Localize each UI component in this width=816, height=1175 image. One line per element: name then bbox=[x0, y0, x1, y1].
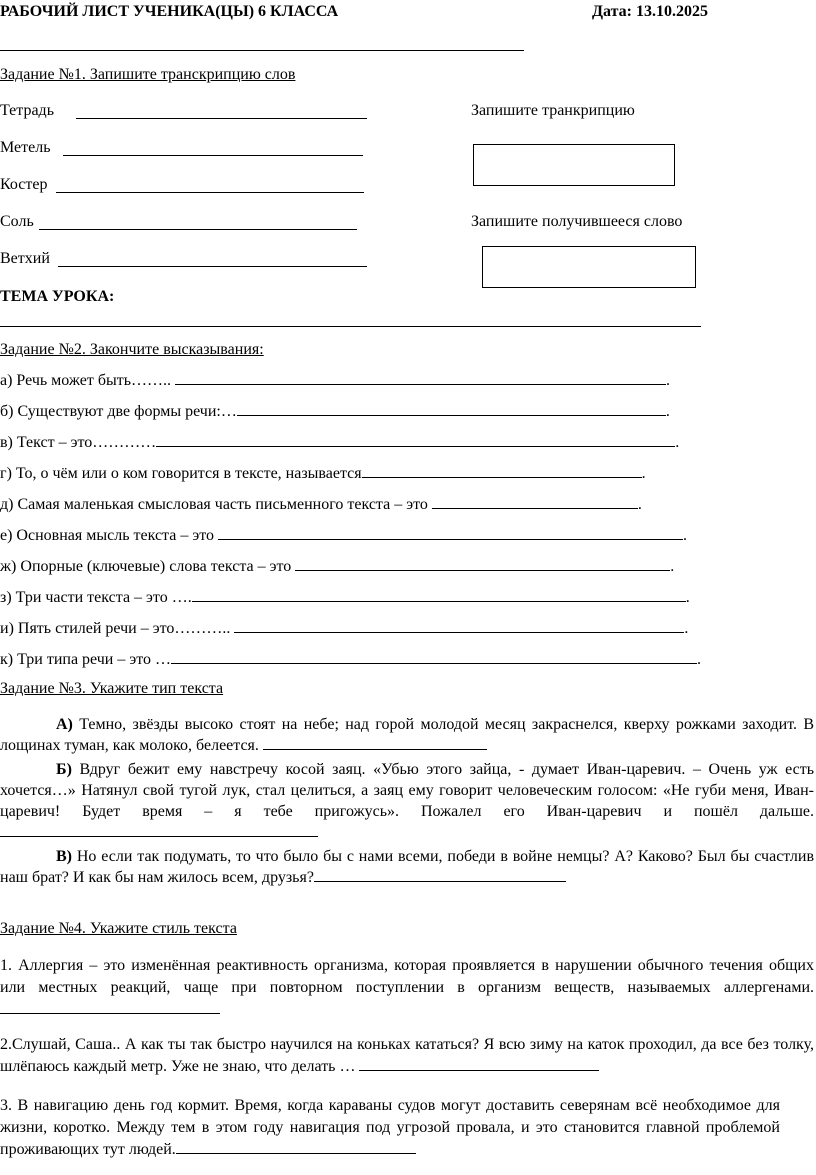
statement-item bbox=[0, 525, 687, 546]
word-answer-line[interactable] bbox=[76, 118, 367, 119]
name-line[interactable] bbox=[0, 50, 524, 51]
statement-text: а) Речь может быть…….. bbox=[0, 372, 176, 389]
end-period: . bbox=[641, 465, 646, 482]
passage-text: Вдруг бежит ему навстречу косой заяц. «Убью этого зайца, - думает Иван-царевич. – Очень уж есть хочется…» Натянул свой тугой лук, стал целиться, а заяц ему говорит человеческим голосом: «Не губи меня, Иван-царевич! Будет время – я тебе пригожусь». Пожалел его Иван-царевич и пошёл дальше. bbox=[0, 761, 814, 820]
style-passage-text: 3. В навигацию день год кормит. Время, когда караваны судов могут доставить северянам всё необходимое для жизни, коротко. Между тем в этом году навигация под угрозой провала, и это становится главной проблемой проживающих тут людей. bbox=[0, 1097, 780, 1158]
text-type-blank[interactable] bbox=[0, 822, 318, 837]
statement-blank[interactable] bbox=[156, 432, 675, 447]
text-passage bbox=[0, 846, 814, 888]
style-passage-text: 2.Слушай, Саша.. А как ты так быстро научился на коньках кататься? Я всю зиму на каток проходил, да все без толку, шлёпаюсь каждый метр. Уже не знаю, что делать … bbox=[0, 1036, 814, 1075]
end-period: . bbox=[697, 651, 702, 668]
statement-item bbox=[0, 649, 701, 670]
passage-label: Б) bbox=[56, 761, 72, 778]
statement-text: в) Текст – это………… bbox=[0, 434, 157, 451]
task3-title: Задание №3. Укажите тип текста bbox=[0, 680, 224, 697]
statement-blank[interactable] bbox=[218, 525, 683, 540]
statement-item bbox=[0, 401, 670, 422]
passage-label: В) bbox=[56, 848, 72, 865]
statement-text: к) Три типа речи – это … bbox=[0, 651, 172, 668]
lesson-topic-line[interactable] bbox=[0, 326, 701, 327]
end-period: . bbox=[675, 434, 680, 451]
word-label: Костер bbox=[0, 176, 48, 193]
end-period: . bbox=[670, 558, 675, 575]
statement-blank[interactable] bbox=[171, 649, 697, 664]
passage-text: Но если так подумать, то что было бы с нами всеми, победи в войне немцы? А? Каково? Был бы счастлив наш брат? И как бы нам жилось всем, друзья? bbox=[0, 848, 814, 886]
task1-title: Задание №1. Запишите транскрипцию слов bbox=[0, 66, 296, 83]
statement-item bbox=[0, 432, 679, 453]
end-period: . bbox=[666, 372, 671, 389]
resulting-word-prompt: Запишите получившееся слово bbox=[471, 213, 683, 230]
statement-item bbox=[0, 463, 646, 484]
word-answer-line[interactable] bbox=[39, 229, 357, 230]
end-period: . bbox=[683, 527, 687, 544]
word-answer-line[interactable] bbox=[63, 155, 363, 156]
text-style-blank[interactable] bbox=[359, 1056, 599, 1071]
text-passage bbox=[0, 759, 814, 843]
statement-blank[interactable] bbox=[432, 494, 638, 509]
statement-blank[interactable] bbox=[175, 370, 666, 385]
passage-label: А) bbox=[56, 716, 73, 733]
statement-item bbox=[0, 494, 642, 515]
statement-text: е) Основная мысль текста – это bbox=[0, 527, 218, 544]
task4-title: Задание №4. Укажите стиль текста bbox=[0, 920, 237, 937]
style-passage bbox=[0, 1095, 780, 1161]
style-passage bbox=[0, 955, 814, 1021]
word-label: Соль bbox=[0, 213, 34, 230]
word-label: Метель bbox=[0, 139, 51, 156]
style-passage bbox=[0, 1034, 814, 1078]
passage-text: Темно, звёзды высоко стоят на небе; над горой молодой месяц закраснелся, кверху рожками заходит. В лощинах туман, как молоко, белеется. bbox=[0, 716, 814, 754]
end-period: . bbox=[684, 620, 689, 637]
statement-text: ж) Опорные (ключевые) слова текста – это bbox=[0, 558, 296, 575]
transcription-prompt: Запишите транкрипцию bbox=[471, 102, 635, 119]
statement-item bbox=[0, 370, 670, 391]
statement-blank[interactable] bbox=[295, 556, 670, 571]
statement-text: г) То, о чём или о ком говорится в тексте, называется bbox=[0, 465, 362, 482]
text-type-blank[interactable] bbox=[314, 867, 566, 882]
statement-item bbox=[0, 587, 690, 608]
task2-title: Задание №2. Закончите высказывания: bbox=[0, 341, 264, 358]
statement-text: и) Пять стилей речи – это……….. bbox=[0, 620, 235, 637]
lesson-topic-label: ТЕМА УРОКА: bbox=[0, 288, 115, 305]
date-label: Дата: 13.10.2025 bbox=[592, 3, 708, 20]
style-passage-text: 1. Аллергия – это изменённая реактивность организма, которая проявляется в нарушении обычного течения общих или местных реакций, чаще при повторном поступлении в организм веществ, называемых аллергенами. bbox=[0, 957, 814, 996]
statement-blank[interactable] bbox=[234, 618, 684, 633]
statement-item bbox=[0, 556, 674, 577]
statement-blank[interactable] bbox=[192, 587, 686, 602]
statement-text: д) Самая маленькая смысловая часть письменного текста – это bbox=[0, 496, 432, 513]
end-period: . bbox=[685, 589, 690, 606]
end-period: . bbox=[665, 403, 670, 420]
word-label: Ветхий bbox=[0, 250, 50, 267]
end-period: . bbox=[637, 496, 642, 513]
word-answer-line[interactable] bbox=[56, 192, 364, 193]
statement-text: б) Существуют две формы речи:… bbox=[0, 403, 237, 420]
transcription-answer-box[interactable] bbox=[473, 144, 675, 186]
text-style-blank[interactable] bbox=[176, 1139, 416, 1154]
statement-text: з) Три части текста – это …. bbox=[0, 589, 192, 606]
word-answer-line[interactable] bbox=[58, 266, 367, 267]
text-passage bbox=[0, 714, 814, 756]
statement-blank[interactable] bbox=[237, 401, 666, 416]
statement-item bbox=[0, 618, 688, 639]
word-label: Тетрадь bbox=[0, 102, 54, 119]
text-type-blank[interactable] bbox=[263, 735, 487, 750]
worksheet-title: РАБОЧИЙ ЛИСТ УЧЕНИКА(ЦЫ) 6 КЛАССА bbox=[0, 3, 339, 20]
resulting-word-answer-box[interactable] bbox=[482, 246, 696, 288]
statement-blank[interactable] bbox=[362, 463, 642, 478]
text-style-blank[interactable] bbox=[0, 999, 220, 1014]
